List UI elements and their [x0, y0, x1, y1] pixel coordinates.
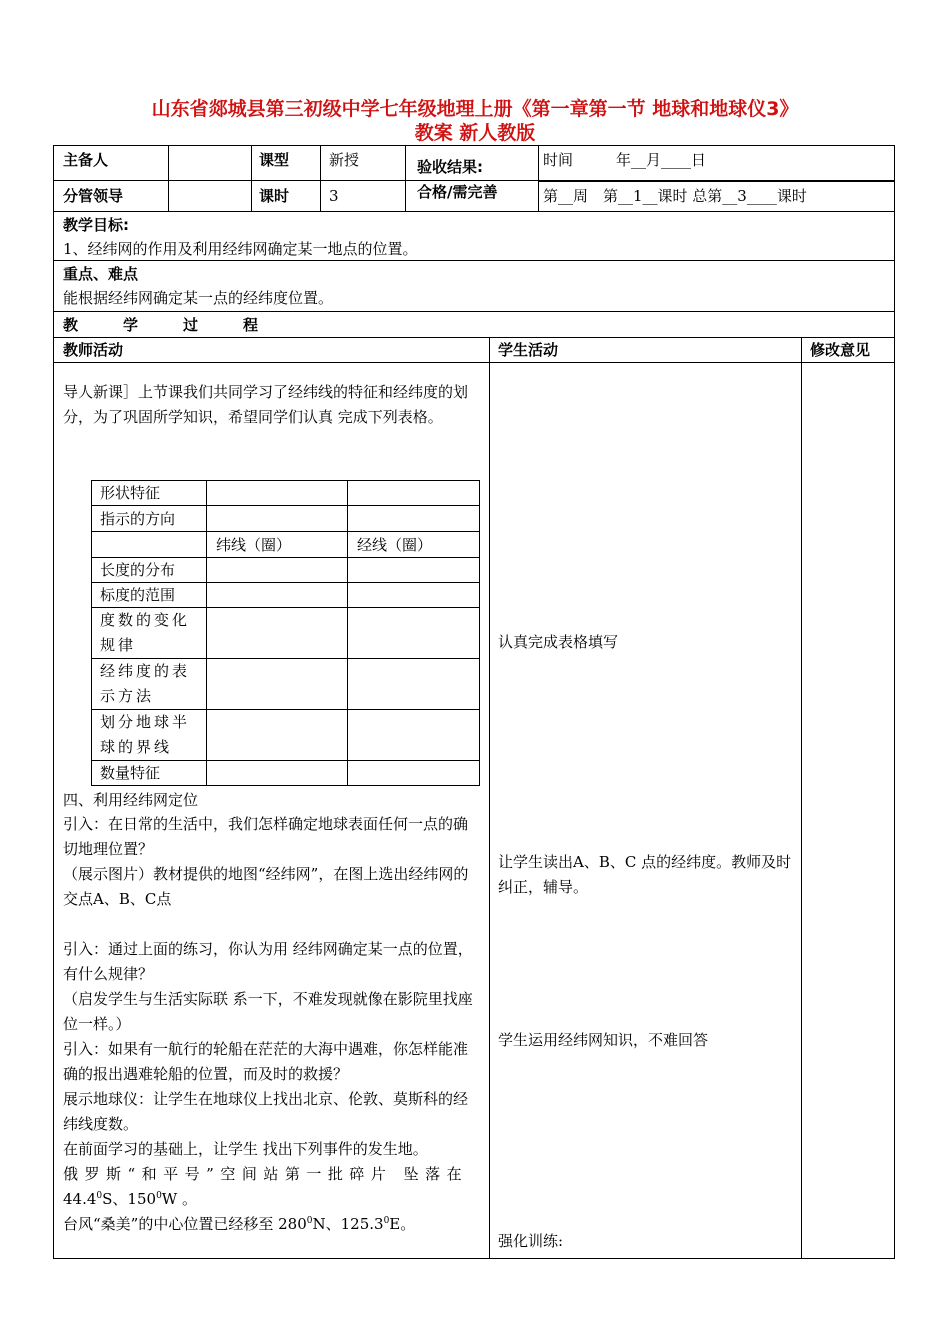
review-col-divider: [206, 480, 207, 786]
key-points-text: 能根据经纬网确定某一点的经纬度位置。: [63, 289, 334, 307]
col-revise-header: 修改意见: [810, 341, 871, 359]
coordinate-text: 台风“桑美”的中心位置已经移至 $280^0N$、125.3$^0$E。: [63, 1215, 416, 1233]
time-label: 时间: [543, 151, 574, 169]
review-row-divider: [91, 531, 480, 532]
row-divider: [53, 337, 895, 338]
period-value: 3: [329, 187, 339, 205]
process-label: 教 学 过 程: [63, 316, 259, 334]
col-teacher-header: 教师活动: [63, 341, 124, 359]
col-divider: [489, 337, 490, 1259]
row-divider: [53, 362, 895, 363]
col-divider: [538, 145, 539, 211]
teacher-paragraph: （启发学生与生活实际联 系一下，不难发现就像在影院里找座位一样。）: [63, 990, 473, 1033]
row-divider: [53, 311, 895, 312]
course-type-label: 课型: [259, 151, 290, 169]
teacher-paragraph: 引入：通过上面的练习，你认为用 经纬网确定某一点的位置，有什么规律？: [63, 940, 473, 983]
coordinate-text: 44.4$^0$S、$150^0W$ 。: [63, 1190, 197, 1208]
student-activity: 学生运用经纬网知识，不难回答: [498, 1031, 709, 1049]
review-row-divider: [91, 505, 480, 506]
teacher-paragraph: 在前面学习的基础上，让学生 找出下列事件的发生地。: [63, 1140, 428, 1158]
key-points-label: 重点、难点: [63, 265, 139, 283]
col-student-header: 学生活动: [498, 341, 559, 359]
review-row-label: 标度的范围: [100, 586, 176, 604]
goal-item: 1、经纬网的作用及利用经纬网确定某一地点的位置。: [63, 240, 418, 258]
section-heading: 四、利用经纬网定位: [63, 791, 199, 809]
row-divider: [538, 181, 895, 182]
teacher-paragraph: 展示地球仪：让学生在地球仪上找出北京、伦敦、莫斯科的经纬线度数。: [63, 1090, 469, 1133]
preparer-label: 主备人: [63, 151, 109, 169]
review-row-label: 指示的方向: [100, 510, 176, 528]
student-activity: 让学生读出A、B、C 点的经纬度。教师及时纠正，辅导。: [498, 853, 792, 896]
review-col-lon: 经线（圈）: [357, 536, 433, 554]
time-value: 年__月____日: [616, 151, 707, 169]
week-info: 第__周 第__1__课时 总第__3____课时: [543, 187, 807, 205]
col-divider: [801, 337, 802, 1259]
row-divider: [53, 211, 895, 212]
goals-label: 教学目标:: [63, 216, 129, 234]
review-col-lat: 纬线（圈）: [216, 536, 292, 554]
review-row-label: 经纬度的表示方法: [100, 662, 191, 705]
student-activity: 认真完成表格填写: [498, 633, 619, 651]
check-options: 合格/需完善: [417, 183, 498, 201]
course-type-value: 新授: [329, 151, 360, 169]
check-label: 验收结果:: [417, 158, 483, 176]
teacher-paragraph: （展示图片）教材提供的地图“经纬网”，在图上选出经纬网的交点A、B、C点: [63, 865, 469, 908]
col-divider: [168, 145, 169, 211]
teacher-paragraph: 俄罗斯“和平号”空间站第一批碎片 坠落在: [63, 1165, 469, 1183]
review-row-label: 长度的分布: [100, 561, 176, 579]
teacher-intro: 导人新课］上节课我们共同学习了经纬线的特征和经纬度的划分，为了巩固所学知识，希望同学们认真 完成下列表格。: [63, 383, 469, 426]
student-activity: 强化训练:: [498, 1232, 564, 1250]
teacher-paragraph: 引入：在日常的生活中，我们怎样确定地球表面任何一点的确切地理位置？: [63, 815, 469, 858]
review-row-label: 划分地球半球的界线: [100, 713, 191, 756]
review-col-divider: [347, 480, 348, 786]
review-row-label: 形状特征: [100, 484, 161, 502]
review-row-label: 数量特征: [100, 764, 161, 782]
document-title-line2: 教案 新人教版: [414, 122, 536, 144]
teacher-paragraph: 引入：如果有一航行的轮船在茫茫的大海中遇难，你怎样能准确的报出遇难轮船的位置，而及时的救援？: [63, 1040, 469, 1083]
document-title-line1: 山东省郯城县第三初级中学七年级地理上册《第一章第一节 地球和地球仪3》: [151, 98, 799, 120]
review-row-label: 度数的变化规律: [100, 611, 191, 654]
period-label: 课时: [259, 187, 290, 205]
col-divider: [251, 145, 252, 211]
col-divider: [405, 145, 406, 211]
col-divider: [320, 145, 321, 211]
leader-label: 分管领导: [63, 187, 124, 205]
